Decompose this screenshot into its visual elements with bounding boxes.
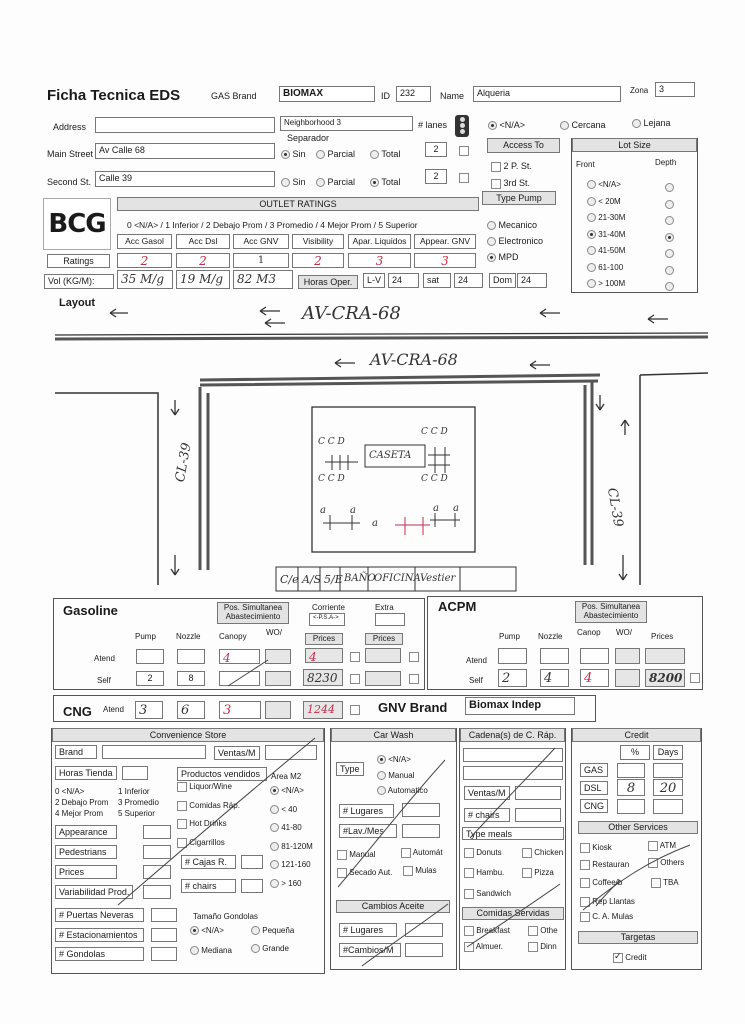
cambios-aceite-header: Cambios Aceite: [336, 900, 450, 913]
tamano-grande-radio[interactable]: Grande: [251, 944, 289, 953]
street-label-top: AV-CRA-68: [302, 303, 401, 324]
acpm-title: ACPM: [438, 599, 477, 614]
store-area-radio[interactable]: < 40: [270, 805, 297, 814]
gasoline-prices-header-2: Prices: [365, 633, 403, 645]
cadena-ventas-label: Ventas/M: [464, 786, 510, 800]
id-label: ID: [381, 91, 390, 101]
gasoline-extra-field[interactable]: [375, 613, 405, 626]
acpm-atend-canop[interactable]: [580, 648, 609, 664]
store-attribute-field[interactable]: [143, 825, 171, 839]
pump-mecanico-radio[interactable]: Mecanico: [487, 220, 537, 230]
meal-hambu-checkbox[interactable]: Hambu.: [464, 868, 504, 878]
gasoline-extra: Extra: [375, 603, 394, 612]
street-label-left: CL-39: [172, 441, 195, 484]
sep-second-parcial[interactable]: Parcial: [316, 177, 355, 187]
lot-front-label: Front: [576, 160, 595, 169]
store-attribute-label: Prices: [55, 865, 117, 879]
lot-front-option[interactable]: 61-100: [587, 263, 623, 272]
main-street-field[interactable]: Av Calle 68: [95, 143, 275, 159]
gasoline-nozzle-label: Nozzle: [176, 632, 201, 641]
gasoline-pos-sim: Pos. Simultanea Abastecimiento: [217, 602, 289, 624]
svc-atm-checkbox[interactable]: ATM: [648, 841, 676, 851]
store-product-checkbox[interactable]: Hot Drinks: [177, 819, 227, 829]
carwash-lav-field[interactable]: [402, 824, 440, 838]
gasoline-self-price[interactable]: 8230: [303, 669, 343, 686]
name-label: Name: [440, 91, 465, 101]
store-puertas-field[interactable]: [151, 908, 177, 922]
credit-cng-days[interactable]: [653, 799, 683, 814]
acpm-canop-label: Canop: [577, 628, 601, 637]
gasoline-prices-header: Prices: [305, 633, 343, 645]
lot-depth-label: Depth: [655, 158, 677, 167]
acpm-self-check[interactable]: [690, 673, 700, 683]
store-attribute-label: Pedestrians: [55, 845, 117, 859]
sat-hours[interactable]: 24: [454, 273, 483, 288]
lanes-second-field[interactable]: 2: [425, 169, 447, 184]
layout-label: Layout: [59, 297, 96, 309]
carwash-header: Car Wash: [331, 728, 456, 742]
gasoline-atend-label: Atend: [94, 654, 115, 663]
neighborhood-field[interactable]: Neighborhood 3: [280, 116, 413, 131]
pump-a-4: a: [433, 503, 439, 514]
cadena-name-1[interactable]: [463, 748, 563, 762]
store-area-radio[interactable]: 41-80: [270, 823, 302, 832]
name-field[interactable]: Alqueria: [473, 86, 621, 102]
gas-brand-label: GAS Brand: [211, 91, 257, 101]
carwash-secado-checkbox[interactable]: Secado Aut.: [337, 868, 392, 878]
zona-label: Zona: [630, 86, 649, 95]
vol-gasol[interactable]: 35 M/g: [117, 270, 173, 289]
store-scale-0: 0 <N/A>: [55, 787, 85, 796]
acpm-wo-label: WO/: [616, 628, 632, 637]
store-attribute-label: Appearance: [55, 825, 117, 839]
store-estacionamientos-label: # Estacionamientos: [55, 928, 144, 942]
acpm-self-pump[interactable]: 2: [498, 669, 527, 687]
carwash-type-label: Type: [336, 762, 364, 776]
outlet-col-header: Acc Gasol: [117, 234, 172, 249]
layout-sketch: [40, 295, 720, 600]
dom-hours[interactable]: 24: [517, 273, 547, 288]
acpm-atend-wo[interactable]: [615, 648, 640, 664]
store-attribute-field[interactable]: [143, 885, 171, 899]
store-horas-field[interactable]: [122, 766, 148, 780]
outlet-col-header: Appear. GNV: [414, 234, 476, 249]
store-brand-label: Brand: [55, 745, 97, 759]
outlet-rating-value[interactable]: 3: [348, 253, 411, 268]
access-2pst-checkbox[interactable]: 2 P. St.: [491, 161, 532, 172]
lot-depth-option[interactable]: [665, 216, 674, 225]
outlet-rating-value[interactable]: 2: [176, 253, 230, 268]
gasoline-self-check-2[interactable]: [409, 674, 419, 684]
carwash-automat-checkbox[interactable]: Automát: [401, 848, 443, 858]
credit-gas-pct[interactable]: [617, 763, 645, 778]
store-estacionamientos-field[interactable]: [151, 928, 177, 942]
outlet-col-header: Visibility: [292, 234, 344, 249]
traffic-light-icon: [455, 115, 469, 137]
outlet-rating-value[interactable]: 1: [233, 253, 289, 268]
carwash-manual-radio[interactable]: Manual: [377, 771, 414, 780]
id-field[interactable]: 232: [396, 86, 431, 102]
lot-depth-option[interactable]: [665, 233, 674, 242]
acpm-self-canop[interactable]: 4: [580, 669, 609, 687]
gasoline-atend-canopy[interactable]: 4: [219, 649, 260, 664]
cadena-chairs-label: # chairs: [464, 808, 510, 822]
store-attribute-field[interactable]: [143, 845, 171, 859]
tamano-na-radio[interactable]: <N/A>: [190, 926, 224, 935]
carwash-lugares-label: # Lugares: [339, 804, 394, 818]
store-attribute-label: Variabilidad Prod.: [55, 885, 133, 899]
pump-a-1: a: [320, 505, 326, 516]
store-ventas-field[interactable]: [265, 745, 317, 760]
pump-mpd-radio[interactable]: MPD: [487, 252, 519, 262]
acpm-prices-label: Prices: [651, 632, 674, 641]
store-product-checkbox[interactable]: Comidas Ráp.: [177, 801, 240, 811]
store-area-radio[interactable]: <N/A>: [270, 786, 304, 795]
acpm-self-nozzle[interactable]: 4: [540, 669, 569, 687]
access-lejana-radio[interactable]: Lejana: [632, 118, 671, 128]
meal-chicken-checkbox[interactable]: Chicken: [522, 848, 563, 858]
store-tamano-label: Tamaño Gondolas: [193, 912, 258, 921]
gasoline-canopy-label: Canopy: [219, 632, 247, 641]
gasoline-atend-check-2[interactable]: [409, 652, 419, 662]
acpm-atend-price[interactable]: [645, 648, 685, 664]
svc-restauran-checkbox[interactable]: Restauran: [580, 860, 629, 870]
acpm-nozzle-label: Nozzle: [538, 632, 563, 641]
ratings-label: Ratings: [47, 254, 110, 268]
gasoline-atend-nozzle[interactable]: [177, 649, 205, 664]
pump-electronico-radio[interactable]: Electronico: [487, 236, 543, 246]
store-scale-2: 2 Debajo Prom: [55, 798, 109, 807]
cadena-header: Cadena(s) de C. Ráp.: [460, 728, 565, 742]
lot-front-option[interactable]: 41-50M: [587, 246, 625, 255]
store-product-checkbox[interactable]: Liquor/Wine: [177, 782, 232, 792]
store-scale-5: 5 Superior: [118, 809, 155, 818]
pump-a-5: a: [453, 503, 459, 514]
acpm-self-wo[interactable]: [615, 669, 640, 687]
lot-front-option[interactable]: <N/A>: [587, 180, 621, 189]
outlet-rating-value[interactable]: 2: [117, 253, 172, 268]
access-na-radio[interactable]: <N/A>: [488, 120, 525, 130]
cng-check[interactable]: [350, 705, 360, 715]
lot-depth-option[interactable]: [665, 183, 674, 192]
dom-label: Dom: [489, 273, 516, 288]
store-brand-field[interactable]: [102, 745, 206, 759]
lanes-main-field[interactable]: 2: [425, 142, 447, 157]
lot-front-option[interactable]: > 100M: [587, 279, 625, 288]
svc-rep-llantas-checkbox[interactable]: Rep Llantas: [580, 897, 635, 907]
second-st-label: Second St.: [47, 177, 92, 187]
outlet-rating-value[interactable]: 2: [292, 253, 344, 268]
gasoline-atend-price-2[interactable]: [365, 648, 401, 663]
carwash-mulas-checkbox[interactable]: Mulas: [403, 866, 437, 876]
pump-a-2: a: [350, 505, 356, 516]
store-header: Convenience Store: [52, 728, 324, 742]
acpm-self-label: Self: [469, 676, 483, 685]
separador-label: Separador: [287, 133, 330, 143]
acpm-self-price[interactable]: 8200: [645, 669, 685, 687]
acpm-pos-sim: Pos. Simultanea Abastecimiento: [575, 601, 647, 623]
carwash-na-radio[interactable]: <N/A>: [377, 755, 411, 764]
credit-pct-header: %: [620, 745, 650, 760]
cng-canopy[interactable]: 3: [219, 701, 261, 719]
store-cajas-field[interactable]: [241, 855, 263, 869]
store-scale-1: 1 Inferior: [118, 787, 150, 796]
sat-label: sat: [423, 273, 451, 288]
store-gondolas-field[interactable]: [151, 947, 177, 961]
credit-card-checkbox[interactable]: ✓ Credit: [614, 951, 647, 963]
lv-label: L-V: [363, 273, 385, 288]
access-3rdst-checkbox[interactable]: 3rd St.: [491, 178, 530, 189]
served-breakfast-checkbox[interactable]: Breakfast: [464, 926, 510, 936]
access-cercana-radio[interactable]: Cercana: [560, 120, 606, 130]
svc-coffee-checkbox[interactable]: Coffee/b: [580, 878, 622, 888]
main-street-label: Main Street: [47, 149, 94, 159]
meal-donuts-checkbox[interactable]: Donuts: [464, 848, 502, 858]
gasoline-self-pump[interactable]: 2: [136, 671, 164, 686]
access-to-header: Access To: [487, 138, 560, 153]
comidas-servidas-header: Comidas Servidas: [462, 907, 564, 920]
credit-dsl-days[interactable]: 20: [653, 779, 683, 796]
store-chairs-label: # chairs: [181, 879, 236, 893]
lot-front-option[interactable]: 21-30M: [587, 213, 625, 222]
lot-front-option[interactable]: < 20M: [587, 197, 621, 206]
store-chairs-field[interactable]: [241, 879, 263, 893]
cadena-type-meals: Type meals: [462, 827, 564, 840]
outlet-col-header: Apar. Liquidos: [348, 234, 411, 249]
store-puertas-label: # Puertas Neveras: [55, 908, 144, 922]
credit-gas-label: GAS: [580, 763, 608, 777]
lot-depth-option[interactable]: [665, 249, 674, 258]
gasoline-self-wo[interactable]: [265, 671, 291, 686]
cng-atend-label: Atend: [103, 705, 124, 714]
store-area-radio[interactable]: 121-160: [270, 860, 311, 869]
vol-dsl[interactable]: 19 M/g: [176, 270, 230, 289]
store-scale-3: 3 Promedio: [118, 798, 159, 807]
outlet-ratings-header: OUTLET RATINGS: [117, 197, 479, 211]
served-dinn-checkbox[interactable]: Dinn: [528, 942, 557, 952]
svc-others-checkbox[interactable]: Others: [648, 858, 684, 868]
store-area-radio[interactable]: 81-120M: [270, 842, 313, 851]
cambios-lugares-label: # Lugares: [339, 923, 397, 937]
ccd-label-1: C C D: [318, 437, 345, 447]
outlet-rating-value[interactable]: 3: [414, 253, 476, 268]
ccd-label-2: C C D: [318, 474, 345, 484]
cambios-cambios-field[interactable]: [405, 943, 443, 957]
gnv-brand-field[interactable]: Biomax Indep: [465, 697, 575, 715]
street-label-mid: AV-CRA-68: [370, 350, 458, 369]
gasoline-wo-label: WO/: [266, 628, 282, 637]
horas-oper-label: Horas Oper.: [298, 275, 358, 289]
acpm-pump-label: Pump: [499, 632, 520, 641]
carwash-lugares-field[interactable]: [402, 803, 440, 817]
cng-title: CNG: [63, 704, 92, 719]
caseta-label: CASETA: [369, 450, 412, 461]
credit-gas-days[interactable]: [653, 763, 683, 778]
cadena-chairs-field[interactable]: [515, 808, 561, 822]
page-title: Ficha Tecnica EDS: [47, 87, 181, 104]
store-scale-4: 4 Mejor Prom: [55, 809, 104, 818]
lv-hours[interactable]: 24: [388, 273, 419, 288]
acpm-atend-label: Atend: [466, 656, 487, 665]
svc-tba-checkbox[interactable]: TBA: [651, 878, 679, 888]
acpm-atend-nozzle[interactable]: [540, 648, 569, 664]
outlet-scale: 0 <N/A> / 1 Inferior / 2 Debajo Prom / 3 Promedio / 4 Mejor Prom / 5 Superior: [127, 220, 418, 230]
gasoline-atend-wo[interactable]: [265, 649, 291, 664]
lot-depth-option[interactable]: [665, 266, 674, 275]
sep-second-total[interactable]: Total: [370, 177, 400, 187]
layout-room-label: 5/E: [324, 573, 343, 586]
lanes-label: # lanes: [418, 120, 448, 130]
layout-room-label: Vestier: [420, 573, 456, 584]
vol-gnv[interactable]: 82 M3: [233, 270, 293, 289]
cng-nozzle[interactable]: 6: [177, 701, 205, 719]
gasoline-pump-label: Pump: [135, 632, 156, 641]
outlet-col-header: Acc GNV: [233, 234, 289, 249]
ccd-label-4: C C D: [421, 474, 448, 484]
meal-sandwich-checkbox[interactable]: Sandwich: [464, 889, 511, 899]
store-ventas-label: Ventas/M: [214, 746, 260, 760]
other-services-header: Other Services: [578, 821, 698, 834]
store-attribute-field[interactable]: [143, 865, 171, 879]
vol-label: Vol (KG/M):: [44, 274, 114, 289]
carwash-auto-radio[interactable]: Automatico: [377, 786, 428, 795]
targetas-header: Targetas: [578, 931, 698, 944]
gasoline-psa-field[interactable]: <-P.S.A->: [309, 613, 345, 626]
store-area-label: Area M2: [271, 772, 302, 781]
svc-kiosk-checkbox[interactable]: Kiosk: [580, 843, 612, 853]
ccd-label-3: C C D: [421, 427, 448, 437]
tamano-pequena-radio[interactable]: Pequeña: [251, 926, 294, 935]
lot-size-header: Lot Size: [572, 138, 697, 152]
carwash-manual-checkbox[interactable]: Manual: [337, 850, 375, 860]
cambios-lugares-field[interactable]: [405, 923, 443, 937]
gas-brand-field[interactable]: BIOMAX: [279, 86, 375, 102]
cng-wo[interactable]: [265, 701, 291, 719]
served-almuer-checkbox[interactable]: Almuer.: [464, 942, 503, 952]
address-label: Address: [53, 122, 87, 132]
meal-pizza-checkbox[interactable]: Pizza: [522, 868, 554, 878]
gasoline-corriente: Corriente: [312, 603, 345, 612]
cadena-name-2[interactable]: [463, 766, 563, 780]
gasoline-self-price-2[interactable]: [365, 671, 401, 686]
gasoline-self-label: Self: [97, 676, 111, 685]
address-field[interactable]: [95, 117, 275, 133]
store-productos-label: Productos vendidos: [177, 767, 267, 781]
svc-ca-mulas-checkbox[interactable]: C. A. Mulas: [580, 912, 633, 922]
credit-dsl-pct[interactable]: 8: [617, 779, 645, 796]
store-horas-label: Horas Tienda: [55, 766, 117, 780]
gasoline-self-canopy[interactable]: [219, 671, 260, 686]
cng-price[interactable]: 1244: [303, 701, 343, 719]
gnv-brand-label: GNV Brand: [378, 700, 448, 715]
store-product-checkbox[interactable]: Cigarrillos: [177, 838, 225, 848]
bcg-logo: BCG: [43, 198, 111, 250]
sep-main-sin[interactable]: Sin: [281, 149, 306, 159]
acpm-atend-pump[interactable]: [498, 648, 527, 664]
sep-main-parcial[interactable]: Parcial: [316, 149, 355, 159]
cambios-cambios-label: #Cambios/M: [339, 943, 401, 957]
credit-cng-pct[interactable]: [617, 799, 645, 814]
sep-main-total[interactable]: Total: [370, 149, 400, 159]
lot-depth-option[interactable]: [665, 282, 674, 291]
credit-days-header: Days: [653, 745, 683, 760]
gasoline-self-nozzle[interactable]: 8: [177, 671, 205, 686]
layout-room-label: OFICINA: [374, 573, 421, 584]
store-area-radio[interactable]: > 160: [270, 879, 301, 888]
street-label-right: CL-39: [603, 486, 626, 529]
layout-room-label: BAÑO: [344, 573, 376, 584]
gasoline-self-check[interactable]: [350, 674, 360, 684]
tamano-mediana-radio[interactable]: Mediana: [190, 946, 232, 955]
served-othe-checkbox[interactable]: Othe: [528, 926, 558, 936]
layout-room-label: C/e: [280, 573, 299, 586]
sep-second-sin[interactable]: Sin: [281, 177, 306, 187]
lot-depth-option[interactable]: [665, 200, 674, 209]
lanes-second-checkbox[interactable]: [459, 173, 469, 183]
gasoline-title: Gasoline: [63, 603, 118, 618]
gasoline-atend-pump[interactable]: [136, 649, 164, 664]
lanes-main-checkbox[interactable]: [459, 146, 469, 156]
outlet-col-header: Acc Dsl: [176, 234, 230, 249]
gasoline-atend-check[interactable]: [350, 652, 360, 662]
store-cajas-label: # Cajas R.: [181, 855, 236, 869]
second-st-field[interactable]: Calle 39: [95, 171, 275, 187]
credit-cng-label: CNG: [580, 799, 608, 813]
gasoline-atend-price[interactable]: 4: [305, 648, 343, 663]
store-gondolas-label: # Gondolas: [55, 947, 144, 961]
type-pump-header: Type Pump: [482, 191, 556, 205]
credit-header: Credit: [572, 728, 701, 742]
cadena-ventas-field[interactable]: [515, 786, 561, 800]
pump-a-3: a: [372, 518, 378, 529]
layout-room-label: A/S: [302, 573, 322, 586]
credit-dsl-label: DSL: [580, 781, 608, 795]
carwash-lav-label: #Lav./Mes: [339, 824, 397, 838]
lot-front-option[interactable]: 31-40M: [587, 230, 625, 239]
cng-pump[interactable]: 3: [135, 701, 163, 719]
zona-field[interactable]: 3: [655, 82, 695, 97]
